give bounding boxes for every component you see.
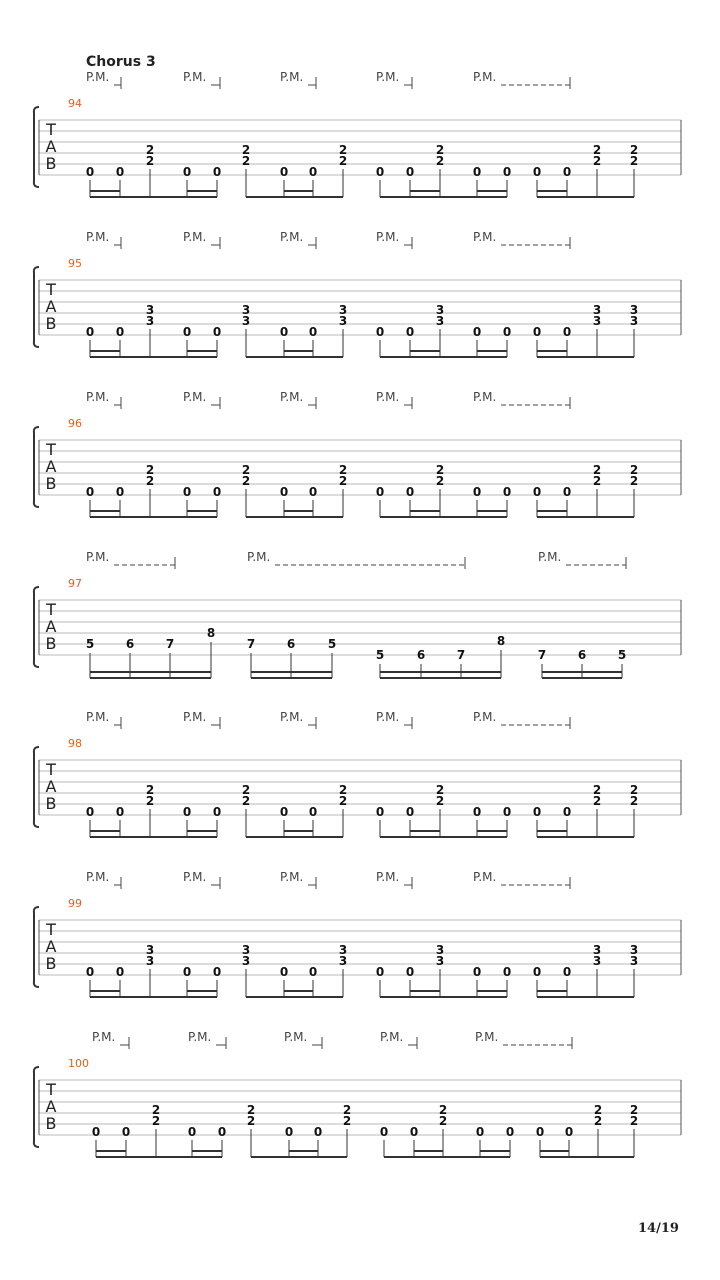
fret-number: 7 <box>537 648 547 662</box>
palm-mute-label: P.M. <box>473 70 497 84</box>
fret-number: 2 <box>592 143 602 157</box>
system-bracket <box>34 427 39 507</box>
fret-number: 0 <box>532 805 542 819</box>
fret-number: 0 <box>562 325 572 339</box>
fret-number: 0 <box>308 805 318 819</box>
palm-mute-label: P.M. <box>183 70 207 84</box>
fret-number: 3 <box>241 303 251 317</box>
fret-number: 5 <box>85 637 95 651</box>
fret-number: 0 <box>284 1125 294 1139</box>
fret-number: 0 <box>182 965 192 979</box>
fret-number: 0 <box>379 1125 389 1139</box>
tab-system <box>34 230 681 357</box>
measure-number: 96 <box>68 417 82 430</box>
fret-number: 3 <box>629 954 639 968</box>
fret-number: 2 <box>338 463 348 477</box>
palm-mute-label: P.M. <box>475 1030 499 1044</box>
palm-mute-label: P.M. <box>473 390 497 404</box>
fret-number: 5 <box>327 637 337 651</box>
palm-mute-label: P.M. <box>376 70 400 84</box>
palm-mute-label: P.M. <box>280 870 304 884</box>
fret-number: 2 <box>338 154 348 168</box>
fret-number: 8 <box>496 634 506 648</box>
fret-number: 3 <box>592 314 602 328</box>
fret-number: 3 <box>145 943 155 957</box>
system-bracket <box>34 267 39 347</box>
fret-number: 0 <box>217 1125 227 1139</box>
tab-system <box>34 1030 681 1157</box>
fret-number: 5 <box>375 648 385 662</box>
fret-number: 2 <box>246 1114 256 1128</box>
palm-mute-label: P.M. <box>183 390 207 404</box>
fret-number: 3 <box>629 303 639 317</box>
fret-number: 0 <box>375 485 385 499</box>
tab-clef-letter: T <box>46 280 56 299</box>
palm-mute-label: P.M. <box>86 70 110 84</box>
fret-number: 0 <box>562 485 572 499</box>
fret-number: 0 <box>562 165 572 179</box>
fret-number: 0 <box>502 965 512 979</box>
fret-number: 3 <box>592 303 602 317</box>
fret-number: 0 <box>308 165 318 179</box>
fret-number: 2 <box>241 783 251 797</box>
palm-mute-label: P.M. <box>247 550 271 564</box>
tab-clef-letter: A <box>45 777 57 796</box>
fret-number: 3 <box>592 954 602 968</box>
fret-number: 2 <box>435 794 445 808</box>
measure-number: 99 <box>68 897 82 910</box>
fret-number: 2 <box>592 154 602 168</box>
fret-number: 0 <box>535 1125 545 1139</box>
fret-number: 2 <box>629 463 639 477</box>
tab-system <box>34 710 681 837</box>
fret-number: 0 <box>85 805 95 819</box>
fret-number: 2 <box>145 783 155 797</box>
tab-clef-letter: T <box>46 920 56 939</box>
fret-number: 2 <box>342 1103 352 1117</box>
palm-mute-label: P.M. <box>86 870 110 884</box>
measure-number: 94 <box>68 97 82 110</box>
tab-clef-letter: B <box>45 154 57 173</box>
fret-number: 2 <box>435 463 445 477</box>
tab-system <box>34 390 681 517</box>
fret-number: 2 <box>435 783 445 797</box>
fret-number: 0 <box>375 325 385 339</box>
fret-number: 3 <box>435 314 445 328</box>
fret-number: 0 <box>313 1125 323 1139</box>
fret-number: 2 <box>593 1103 603 1117</box>
fret-number: 0 <box>182 325 192 339</box>
tab-clef-letter: T <box>46 120 56 139</box>
tab-clef-letter: T <box>46 760 56 779</box>
section-title: Chorus 3 <box>86 54 156 70</box>
fret-number: 2 <box>592 474 602 488</box>
fret-number: 0 <box>85 325 95 339</box>
fret-number: 2 <box>145 794 155 808</box>
fret-number: 0 <box>532 965 542 979</box>
tab-clef-letter: A <box>45 137 57 156</box>
fret-number: 2 <box>435 474 445 488</box>
fret-number: 3 <box>241 314 251 328</box>
tab-clef-letter: A <box>45 617 57 636</box>
fret-number: 0 <box>85 485 95 499</box>
fret-number: 0 <box>472 485 482 499</box>
fret-number: 0 <box>212 165 222 179</box>
palm-mute-label: P.M. <box>284 1030 308 1044</box>
palm-mute-label: P.M. <box>183 870 207 884</box>
fret-number: 3 <box>435 303 445 317</box>
fret-number: 2 <box>338 143 348 157</box>
tab-clef-letter: A <box>45 1097 57 1116</box>
fret-number: 3 <box>592 943 602 957</box>
fret-number: 2 <box>593 1114 603 1128</box>
fret-number: 3 <box>435 943 445 957</box>
fret-number: 0 <box>405 325 415 339</box>
measure-number: 97 <box>68 577 82 590</box>
fret-number: 0 <box>409 1125 419 1139</box>
fret-number: 3 <box>241 954 251 968</box>
tab-clef-letter: B <box>45 314 57 333</box>
fret-number: 0 <box>279 805 289 819</box>
fret-number: 3 <box>338 954 348 968</box>
fret-number: 0 <box>375 965 385 979</box>
system-bracket <box>34 907 39 987</box>
system-bracket <box>34 1067 39 1147</box>
fret-number: 0 <box>279 165 289 179</box>
palm-mute-label: P.M. <box>183 230 207 244</box>
fret-number: 0 <box>212 965 222 979</box>
fret-number: 0 <box>405 165 415 179</box>
fret-number: 6 <box>286 637 296 651</box>
fret-number: 2 <box>241 463 251 477</box>
fret-number: 2 <box>629 143 639 157</box>
palm-mute-label: P.M. <box>473 710 497 724</box>
fret-number: 0 <box>279 325 289 339</box>
fret-number: 0 <box>115 165 125 179</box>
palm-mute-label: P.M. <box>86 550 110 564</box>
fret-number: 0 <box>472 965 482 979</box>
fret-number: 0 <box>562 965 572 979</box>
tab-clef-letter: T <box>46 1080 56 1099</box>
palm-mute-label: P.M. <box>376 390 400 404</box>
palm-mute-label: P.M. <box>538 550 562 564</box>
palm-mute-label: P.M. <box>280 230 304 244</box>
fret-number: 0 <box>115 965 125 979</box>
measure-number: 100 <box>68 1057 89 1070</box>
fret-number: 3 <box>629 943 639 957</box>
palm-mute-label: P.M. <box>473 230 497 244</box>
fret-number: 0 <box>85 965 95 979</box>
fret-number: 0 <box>115 805 125 819</box>
fret-number: 0 <box>564 1125 574 1139</box>
fret-number: 6 <box>577 648 587 662</box>
measure-number: 98 <box>68 737 82 750</box>
fret-number: 0 <box>562 805 572 819</box>
fret-number: 0 <box>308 485 318 499</box>
fret-number: 0 <box>91 1125 101 1139</box>
palm-mute-label: P.M. <box>473 870 497 884</box>
fret-number: 0 <box>182 165 192 179</box>
tab-clef-letter: A <box>45 297 57 316</box>
fret-number: 2 <box>145 143 155 157</box>
tab-clef-letter: B <box>45 1114 57 1133</box>
fret-number: 0 <box>405 805 415 819</box>
fret-number: 5 <box>617 648 627 662</box>
tab-system <box>34 870 681 997</box>
palm-mute-label: P.M. <box>376 230 400 244</box>
fret-number: 2 <box>629 154 639 168</box>
fret-number: 2 <box>145 474 155 488</box>
palm-mute-label: P.M. <box>376 870 400 884</box>
fret-number: 0 <box>121 1125 131 1139</box>
measure-number: 95 <box>68 257 82 270</box>
fret-number: 0 <box>115 485 125 499</box>
system-bracket <box>34 107 39 187</box>
fret-number: 2 <box>338 783 348 797</box>
tab-clef-letter: B <box>45 794 57 813</box>
fret-number: 3 <box>338 943 348 957</box>
fret-number: 2 <box>592 794 602 808</box>
fret-number: 2 <box>338 474 348 488</box>
fret-number: 2 <box>435 154 445 168</box>
tab-system <box>34 70 681 197</box>
fret-number: 0 <box>212 485 222 499</box>
tab-clef-letter: T <box>46 600 56 619</box>
fret-number: 2 <box>438 1103 448 1117</box>
palm-mute-label: P.M. <box>188 1030 212 1044</box>
tab-clef-letter: T <box>46 440 56 459</box>
fret-number: 7 <box>246 637 256 651</box>
fret-number: 0 <box>279 485 289 499</box>
fret-number: 3 <box>629 314 639 328</box>
palm-mute-label: P.M. <box>86 390 110 404</box>
fret-number: 0 <box>187 1125 197 1139</box>
tab-clef-letter: B <box>45 474 57 493</box>
fret-number: 0 <box>85 165 95 179</box>
fret-number: 0 <box>308 325 318 339</box>
fret-number: 0 <box>532 325 542 339</box>
fret-number: 2 <box>629 474 639 488</box>
fret-number: 0 <box>472 805 482 819</box>
fret-number: 3 <box>241 943 251 957</box>
fret-number: 0 <box>375 805 385 819</box>
page-number: 14/19 <box>638 1221 679 1236</box>
palm-mute-label: P.M. <box>376 710 400 724</box>
fret-number: 0 <box>505 1125 515 1139</box>
fret-number: 0 <box>212 805 222 819</box>
system-bracket <box>34 587 39 667</box>
palm-mute-label: P.M. <box>92 1030 116 1044</box>
fret-number: 0 <box>472 165 482 179</box>
tab-system <box>34 550 681 678</box>
fret-number: 2 <box>145 463 155 477</box>
fret-number: 0 <box>115 325 125 339</box>
fret-number: 2 <box>151 1114 161 1128</box>
tab-clef-letter: A <box>45 937 57 956</box>
fret-number: 8 <box>206 626 216 640</box>
fret-number: 0 <box>532 165 542 179</box>
fret-number: 0 <box>405 965 415 979</box>
fret-number: 0 <box>502 485 512 499</box>
fret-number: 0 <box>532 485 542 499</box>
fret-number: 2 <box>342 1114 352 1128</box>
fret-number: 0 <box>375 165 385 179</box>
fret-number: 0 <box>502 325 512 339</box>
tab-clef-letter: A <box>45 457 57 476</box>
fret-number: 2 <box>241 143 251 157</box>
palm-mute-label: P.M. <box>183 710 207 724</box>
fret-number: 2 <box>241 794 251 808</box>
fret-number: 2 <box>629 1114 639 1128</box>
fret-number: 2 <box>338 794 348 808</box>
fret-number: 3 <box>338 314 348 328</box>
system-bracket <box>34 747 39 827</box>
fret-number: 0 <box>212 325 222 339</box>
palm-mute-label: P.M. <box>280 70 304 84</box>
fret-number: 2 <box>592 463 602 477</box>
fret-number: 0 <box>405 485 415 499</box>
fret-number: 2 <box>151 1103 161 1117</box>
tab-clef-letter: B <box>45 634 57 653</box>
fret-number: 2 <box>438 1114 448 1128</box>
fret-number: 2 <box>629 783 639 797</box>
fret-number: 6 <box>125 637 135 651</box>
fret-number: 3 <box>435 954 445 968</box>
fret-number: 3 <box>145 314 155 328</box>
fret-number: 2 <box>246 1103 256 1117</box>
fret-number: 2 <box>435 143 445 157</box>
palm-mute-label: P.M. <box>380 1030 404 1044</box>
fret-number: 0 <box>472 325 482 339</box>
palm-mute-label: P.M. <box>86 710 110 724</box>
fret-number: 0 <box>279 965 289 979</box>
fret-number: 2 <box>629 1103 639 1117</box>
tab-clef-letter: B <box>45 954 57 973</box>
fret-number: 7 <box>165 637 175 651</box>
fret-number: 6 <box>416 648 426 662</box>
fret-number: 0 <box>308 965 318 979</box>
fret-number: 0 <box>502 165 512 179</box>
fret-number: 2 <box>241 474 251 488</box>
palm-mute-label: P.M. <box>280 390 304 404</box>
palm-mute-label: P.M. <box>280 710 304 724</box>
fret-number: 2 <box>145 154 155 168</box>
fret-number: 0 <box>182 805 192 819</box>
fret-number: 0 <box>182 485 192 499</box>
fret-number: 7 <box>456 648 466 662</box>
fret-number: 3 <box>145 303 155 317</box>
fret-number: 3 <box>338 303 348 317</box>
fret-number: 2 <box>592 783 602 797</box>
fret-number: 0 <box>502 805 512 819</box>
fret-number: 2 <box>241 154 251 168</box>
palm-mute-label: P.M. <box>86 230 110 244</box>
fret-number: 3 <box>145 954 155 968</box>
fret-number: 2 <box>629 794 639 808</box>
fret-number: 0 <box>475 1125 485 1139</box>
